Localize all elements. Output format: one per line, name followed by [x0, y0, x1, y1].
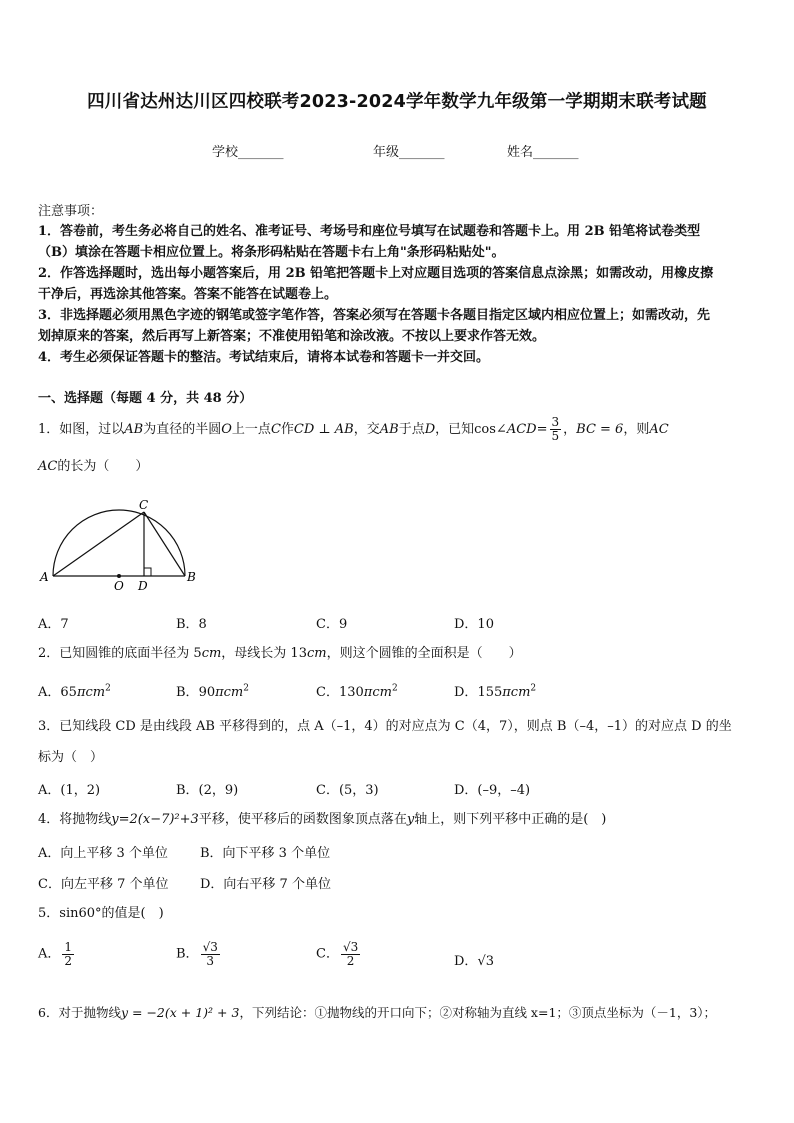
page-title: 四川省达州达川区四校联考2023-2024学年数学九年级第一学期期末联考试题: [87, 92, 707, 112]
option-d: D．(–9，–4): [454, 783, 531, 798]
label-b: B: [187, 570, 196, 584]
option-c: C．向左平移 7 个单位: [38, 877, 169, 892]
option-c: C．(5，3): [316, 783, 379, 798]
name-field-label: 姓名_______: [507, 145, 579, 160]
option-b: B．(2，9): [176, 783, 239, 798]
option-c: C．130πcm$^2$: [316, 683, 398, 700]
option-b: B．90πcm$^2$: [176, 683, 249, 700]
question-5: 5．sin60°的值是( ): [38, 906, 164, 921]
grade-field-label: 年级_______: [373, 145, 445, 160]
notice-line: 划掉原来的答案，然后再写上新答案；不准使用铅笔和涂改液。不按以上要求作答无效。: [38, 329, 546, 344]
option-a: A．65πcm$^2$: [38, 683, 111, 700]
option-d: D．向右平移 7 个单位: [200, 877, 331, 892]
notice-line: 1．答卷前，考生务必将自己的姓名、准考证号、考场号和座位号填写在试题卷和答题卡上。用 2B 铅笔将试卷类型: [38, 224, 701, 239]
label-a: A: [40, 570, 49, 584]
option-a: A．7: [38, 617, 69, 632]
notice-line: 3．非选择题必须用黑色字迹的钢笔或签字笔作答，答案必须写在答题卡各题目指定区域内相应位置上；如需改动，先: [38, 308, 711, 323]
option-b: B． $\frac{√3}{3}$: [176, 940, 218, 968]
question-1-line-2: AC的长为（ ）: [38, 459, 149, 474]
question-6: 6．对于抛物线y = −2(x + 1)² + 3，下列结论：①抛物线的开口向下；②对称轴为直线 x=1；③顶点坐标为（－1，3）；: [38, 1005, 717, 1020]
option-d: D．10: [454, 617, 494, 632]
section-heading: 一、选择题（每题 4 分，共 48 分）: [38, 391, 253, 406]
option-a: A． $\frac{1}{2}$: [38, 940, 73, 968]
semicircle-diagram: [38, 497, 208, 593]
option-b: B．8: [176, 617, 207, 632]
notice-line: 干净后，再选涂其他答案。答案不能答在试题卷上。: [38, 287, 338, 302]
option-c: C． $\frac{√3}{2}$: [316, 940, 359, 968]
option-d: D．√3: [454, 954, 494, 969]
question-2: 2．已知圆锥的底面半径为 5cm，母线长为 13cm，则这个圆锥的全面积是（ ）: [38, 646, 522, 661]
notice-line: （B）填涂在答题卡相应位置上。将条形码粘贴在答题卡右上角"条形码粘贴处"。: [38, 245, 505, 260]
label-c: C: [139, 498, 149, 512]
option-d: D．155πcm$^2$: [454, 683, 537, 700]
fraction: $\frac{3}{5}$: [551, 415, 560, 443]
school-field-label: 学校_______: [212, 145, 284, 160]
label-d: D: [138, 579, 148, 593]
label-o: O: [114, 579, 124, 593]
option-c: C．9: [316, 617, 348, 632]
notice-heading: 注意事项：: [38, 204, 104, 219]
question-3-line-2: 标为（ ）: [38, 750, 104, 765]
notice-line: 2．作答选择题时，选出每小题答案后，用 2B 铅笔把答题卡上对应题目选项的答案信息点涂黑；如需改动，用橡皮擦: [38, 266, 714, 281]
question-3-line-1: 3．已知线段 CD 是由线段 AB 平移得到的，点 A（–1，4）的对应点为 C（4，7），则点 B（–4，–1）的对应点 D 的坐: [38, 719, 732, 734]
question-4: 4．将抛物线y=2(x−7)²+3平移，使平移后的函数图象顶点落在y轴上，则下列平移中正确的是( ): [38, 812, 607, 827]
option-a: A．向上平移 3 个单位: [38, 846, 168, 861]
question-1-line-1: 1．如图，过以AB为直径的半圆O上一点C作CD ⊥ AB，交AB于点D，已知cos∠ACD= $\frac{3}{5}$ ，BC = 6，则AC: [38, 415, 669, 443]
option-a: A．(1，2): [38, 783, 101, 798]
notice-line: 4．考生必须保证答题卡的整洁。考试结束后，请将本试卷和答题卡一并交回。: [38, 350, 490, 365]
option-b: B．向下平移 3 个单位: [200, 846, 331, 861]
